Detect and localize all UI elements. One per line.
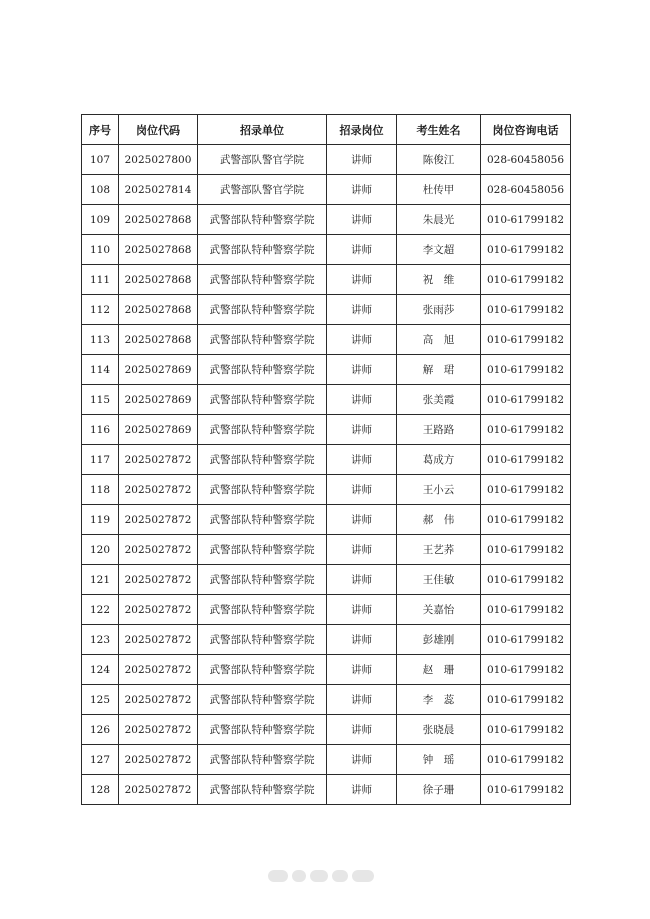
cell-position: 讲师	[327, 145, 397, 175]
cell-phone: 010-61799182	[481, 715, 571, 745]
cell-position: 讲师	[327, 775, 397, 805]
cell-recruiting-unit: 武警部队特种警察学院	[198, 295, 327, 325]
cell-candidate-name: 李文超	[397, 235, 481, 265]
cell-position-code: 2025027868	[119, 265, 198, 295]
cell-position: 讲师	[327, 685, 397, 715]
header-phone: 岗位咨询电话	[481, 115, 571, 145]
cell-position: 讲师	[327, 415, 397, 445]
cell-position-code: 2025027872	[119, 565, 198, 595]
cell-position-code: 2025027872	[119, 595, 198, 625]
cell-recruiting-unit: 武警部队特种警察学院	[198, 625, 327, 655]
cell-position: 讲师	[327, 535, 397, 565]
cell-seq: 111	[82, 265, 119, 295]
cell-seq: 112	[82, 295, 119, 325]
table-row	[82, 745, 571, 775]
cell-position-code: 2025027869	[119, 415, 198, 445]
cell-position: 讲师	[327, 745, 397, 775]
cell-position-code: 2025027872	[119, 445, 198, 475]
cell-recruiting-unit: 武警部队特种警察学院	[198, 535, 327, 565]
cell-seq: 115	[82, 385, 119, 415]
cell-candidate-name: 赵 珊	[397, 655, 481, 685]
header-position: 招录岗位	[327, 115, 397, 145]
cell-seq: 123	[82, 625, 119, 655]
cell-seq: 113	[82, 325, 119, 355]
cell-candidate-name: 张晓晨	[397, 715, 481, 745]
cell-candidate-name: 关嘉怡	[397, 595, 481, 625]
cell-position-code: 2025027800	[119, 145, 198, 175]
cell-recruiting-unit: 武警部队特种警察学院	[198, 445, 327, 475]
cell-recruiting-unit: 武警部队特种警察学院	[198, 715, 327, 745]
cell-candidate-name: 徐子珊	[397, 775, 481, 805]
cell-recruiting-unit: 武警部队特种警察学院	[198, 415, 327, 445]
header-seq: 序号	[82, 115, 119, 145]
table-header-row	[82, 115, 571, 145]
cell-position: 讲师	[327, 265, 397, 295]
cell-position: 讲师	[327, 595, 397, 625]
cell-position-code: 2025027872	[119, 745, 198, 775]
cell-position-code: 2025027868	[119, 295, 198, 325]
cell-position: 讲师	[327, 625, 397, 655]
cell-seq: 109	[82, 205, 119, 235]
header-candidate-name: 考生姓名	[397, 115, 481, 145]
cell-candidate-name: 杜传甲	[397, 175, 481, 205]
cell-candidate-name: 张雨莎	[397, 295, 481, 325]
cell-position-code: 2025027868	[119, 205, 198, 235]
table-body	[82, 145, 571, 805]
cell-seq: 120	[82, 535, 119, 565]
cell-phone: 028-60458056	[481, 145, 571, 175]
table-row	[82, 385, 571, 415]
table-row	[82, 655, 571, 685]
cell-seq: 126	[82, 715, 119, 745]
table-row	[82, 685, 571, 715]
cell-position: 讲师	[327, 565, 397, 595]
cell-position-code: 2025027872	[119, 655, 198, 685]
cell-seq: 108	[82, 175, 119, 205]
cell-candidate-name: 钟 瑶	[397, 745, 481, 775]
cell-recruiting-unit: 武警部队特种警察学院	[198, 265, 327, 295]
cell-phone: 010-61799182	[481, 445, 571, 475]
cell-position-code: 2025027868	[119, 235, 198, 265]
cell-candidate-name: 王路路	[397, 415, 481, 445]
cell-phone: 010-61799182	[481, 385, 571, 415]
cell-phone: 010-61799182	[481, 595, 571, 625]
table-row	[82, 415, 571, 445]
cell-recruiting-unit: 武警部队特种警察学院	[198, 685, 327, 715]
cell-candidate-name: 王小云	[397, 475, 481, 505]
cell-phone: 010-61799182	[481, 415, 571, 445]
cell-recruiting-unit: 武警部队特种警察学院	[198, 595, 327, 625]
cell-position: 讲师	[327, 715, 397, 745]
cell-candidate-name: 王艺荞	[397, 535, 481, 565]
table-row	[82, 445, 571, 475]
table-row	[82, 205, 571, 235]
cell-position: 讲师	[327, 655, 397, 685]
cell-position-code: 2025027869	[119, 355, 198, 385]
cell-seq: 117	[82, 445, 119, 475]
table-row	[82, 565, 571, 595]
header-position-code: 岗位代码	[119, 115, 198, 145]
cell-recruiting-unit: 武警部队特种警察学院	[198, 505, 327, 535]
cell-seq: 114	[82, 355, 119, 385]
table-row	[82, 595, 571, 625]
cell-position-code: 2025027869	[119, 385, 198, 415]
cell-seq: 110	[82, 235, 119, 265]
table-row	[82, 235, 571, 265]
cell-phone: 010-61799182	[481, 535, 571, 565]
cell-recruiting-unit: 武警部队特种警察学院	[198, 775, 327, 805]
cell-candidate-name: 祝 维	[397, 265, 481, 295]
cell-seq: 122	[82, 595, 119, 625]
cell-phone: 010-61799182	[481, 295, 571, 325]
cell-phone: 010-61799182	[481, 625, 571, 655]
cell-recruiting-unit: 武警部队特种警察学院	[198, 475, 327, 505]
table-row	[82, 715, 571, 745]
cell-recruiting-unit: 武警部队特种警察学院	[198, 565, 327, 595]
cell-candidate-name: 彭雄刚	[397, 625, 481, 655]
table-row	[82, 505, 571, 535]
cell-phone: 010-61799182	[481, 475, 571, 505]
cell-position-code: 2025027872	[119, 505, 198, 535]
cell-seq: 116	[82, 415, 119, 445]
cell-position-code: 2025027872	[119, 625, 198, 655]
cell-candidate-name: 葛成方	[397, 445, 481, 475]
cell-candidate-name: 王佳敏	[397, 565, 481, 595]
cell-phone: 010-61799182	[481, 205, 571, 235]
table-row	[82, 265, 571, 295]
cell-position-code: 2025027868	[119, 325, 198, 355]
cell-recruiting-unit: 武警部队特种警察学院	[198, 235, 327, 265]
table-row	[82, 775, 571, 805]
cell-recruiting-unit: 武警部队特种警察学院	[198, 355, 327, 385]
cell-candidate-name: 朱晨光	[397, 205, 481, 235]
cell-candidate-name: 陈俊江	[397, 145, 481, 175]
cell-recruiting-unit: 武警部队警官学院	[198, 175, 327, 205]
table-row	[82, 145, 571, 175]
cell-position: 讲师	[327, 385, 397, 415]
cell-phone: 010-61799182	[481, 325, 571, 355]
cell-recruiting-unit: 武警部队特种警察学院	[198, 745, 327, 775]
cell-recruiting-unit: 武警部队特种警察学院	[198, 205, 327, 235]
candidate-table	[81, 114, 571, 805]
cell-position-code: 2025027872	[119, 685, 198, 715]
cell-recruiting-unit: 武警部队警官学院	[198, 145, 327, 175]
cell-seq: 118	[82, 475, 119, 505]
cell-phone: 010-61799182	[481, 355, 571, 385]
cell-recruiting-unit: 武警部队特种警察学院	[198, 325, 327, 355]
cell-seq: 128	[82, 775, 119, 805]
table-row	[82, 175, 571, 205]
table-row	[82, 295, 571, 325]
cell-phone: 028-60458056	[481, 175, 571, 205]
cell-position: 讲师	[327, 205, 397, 235]
cell-candidate-name: 郝 伟	[397, 505, 481, 535]
cell-seq: 121	[82, 565, 119, 595]
cell-candidate-name: 张美霞	[397, 385, 481, 415]
cell-phone: 010-61799182	[481, 685, 571, 715]
cell-position: 讲师	[327, 325, 397, 355]
cell-position-code: 2025027872	[119, 775, 198, 805]
cell-candidate-name: 高 旭	[397, 325, 481, 355]
table-row	[82, 475, 571, 505]
header-recruiting-unit: 招录单位	[198, 115, 327, 145]
cell-position: 讲师	[327, 175, 397, 205]
cell-phone: 010-61799182	[481, 505, 571, 535]
cell-position: 讲师	[327, 295, 397, 325]
cell-position: 讲师	[327, 355, 397, 385]
cell-phone: 010-61799182	[481, 235, 571, 265]
table-row	[82, 325, 571, 355]
cell-position-code: 2025027814	[119, 175, 198, 205]
cell-position: 讲师	[327, 445, 397, 475]
cell-seq: 125	[82, 685, 119, 715]
cell-position-code: 2025027872	[119, 715, 198, 745]
table-row	[82, 625, 571, 655]
cell-recruiting-unit: 武警部队特种警察学院	[198, 655, 327, 685]
cell-phone: 010-61799182	[481, 565, 571, 595]
cell-position-code: 2025027872	[119, 475, 198, 505]
cell-recruiting-unit: 武警部队特种警察学院	[198, 385, 327, 415]
table-row	[82, 535, 571, 565]
cell-seq: 124	[82, 655, 119, 685]
cell-phone: 010-61799182	[481, 655, 571, 685]
cell-seq: 119	[82, 505, 119, 535]
cell-phone: 010-61799182	[481, 745, 571, 775]
cell-position-code: 2025027872	[119, 535, 198, 565]
cell-seq: 127	[82, 745, 119, 775]
cell-position: 讲师	[327, 475, 397, 505]
cell-position: 讲师	[327, 235, 397, 265]
cell-candidate-name: 解 珺	[397, 355, 481, 385]
cell-seq: 107	[82, 145, 119, 175]
cell-phone: 010-61799182	[481, 265, 571, 295]
cell-candidate-name: 李 蕊	[397, 685, 481, 715]
cell-phone: 010-61799182	[481, 775, 571, 805]
cell-position: 讲师	[327, 505, 397, 535]
table-row	[82, 355, 571, 385]
watermark-decoration	[268, 866, 378, 886]
